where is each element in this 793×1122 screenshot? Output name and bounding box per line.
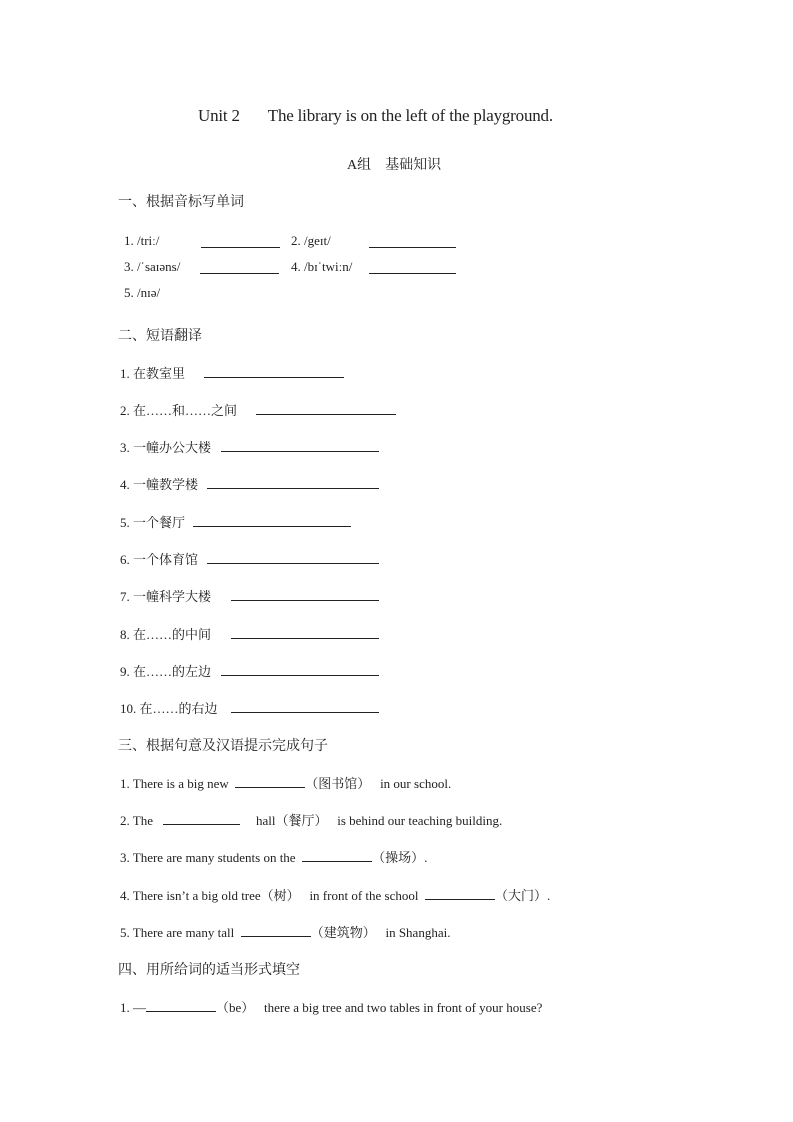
answer-blank[interactable]: [231, 701, 379, 717]
phrase-item: 8. 在……的中间: [120, 627, 212, 642]
phrase-item: 4. 一幢教学楼: [120, 477, 199, 492]
answer-blank[interactable]: [369, 236, 456, 252]
answer-blank[interactable]: [241, 925, 311, 937]
section2-heading: 二、短语翻译: [118, 329, 202, 344]
sentence-4: 4. There isn’t a big old tree（树） in front of the school （大门）.: [120, 888, 551, 903]
answer-blank[interactable]: [425, 888, 495, 900]
unit-label: Unit 2: [198, 106, 240, 125]
phonetic-item-3: 3. /ˈsaɪəns/: [124, 259, 181, 274]
page-title: [198, 106, 553, 126]
sentence-1: 1. There is a big new （图书馆） in our school.: [120, 776, 452, 791]
phonetic-item-4: 4. /bɪˈtwiːn/: [291, 259, 353, 274]
phonetic-item-1: 1. /triː/: [124, 233, 160, 248]
answer-blank[interactable]: [200, 262, 279, 278]
sentence-3: 3. There are many students on the （操场）.: [120, 850, 428, 865]
group-label: A组 基础知识: [347, 158, 442, 173]
sentence-2: 2. The hall（餐厅） is behind our teaching building.: [120, 813, 503, 828]
answer-blank[interactable]: [201, 236, 280, 252]
phrase-item: 6. 一个体育馆: [120, 552, 199, 567]
title-text: The library is on the left of the playground.: [267, 106, 553, 125]
answer-blank[interactable]: [221, 664, 379, 680]
answer-blank[interactable]: [221, 440, 379, 456]
phrase-item: 1. 在教室里: [120, 366, 186, 381]
answer-blank[interactable]: [207, 477, 379, 493]
answer-blank[interactable]: [146, 1000, 216, 1012]
phrase-item: 3. 一幢办公大楼: [120, 440, 212, 455]
answer-blank[interactable]: [193, 515, 351, 531]
phonetic-item-2: 2. /geɪt/: [291, 233, 331, 248]
section1-heading: 一、根据音标写单词: [118, 195, 244, 210]
answer-blank[interactable]: [163, 813, 240, 825]
answer-blank[interactable]: [369, 262, 456, 278]
phrase-item: 2. 在……和……之间: [120, 403, 238, 418]
phrase-item: 5. 一个餐厅: [120, 515, 186, 530]
phrase-item: 10. 在……的右边: [120, 701, 218, 716]
answer-blank[interactable]: [207, 552, 379, 568]
phrase-item: 7. 一幢科学大楼: [120, 589, 212, 604]
answer-blank[interactable]: [235, 776, 305, 788]
answer-blank[interactable]: [302, 850, 372, 862]
sentence-4-1: 1. — （be） there a big tree and two tables in front of your house?: [120, 1000, 543, 1015]
section4-heading: 四、用所给词的适当形式填空: [118, 963, 300, 978]
phrase-item: 9. 在……的左边: [120, 664, 212, 679]
answer-blank[interactable]: [231, 589, 379, 605]
section3-heading: 三、根据句意及汉语提示完成句子: [118, 739, 328, 754]
answer-blank[interactable]: [256, 403, 396, 419]
answer-blank[interactable]: [231, 627, 379, 643]
answer-blank[interactable]: [204, 366, 344, 382]
phonetic-item-5: 5. /nɪə/: [124, 285, 161, 300]
sentence-5: 5. There are many tall （建筑物） in Shanghai.: [120, 925, 451, 940]
